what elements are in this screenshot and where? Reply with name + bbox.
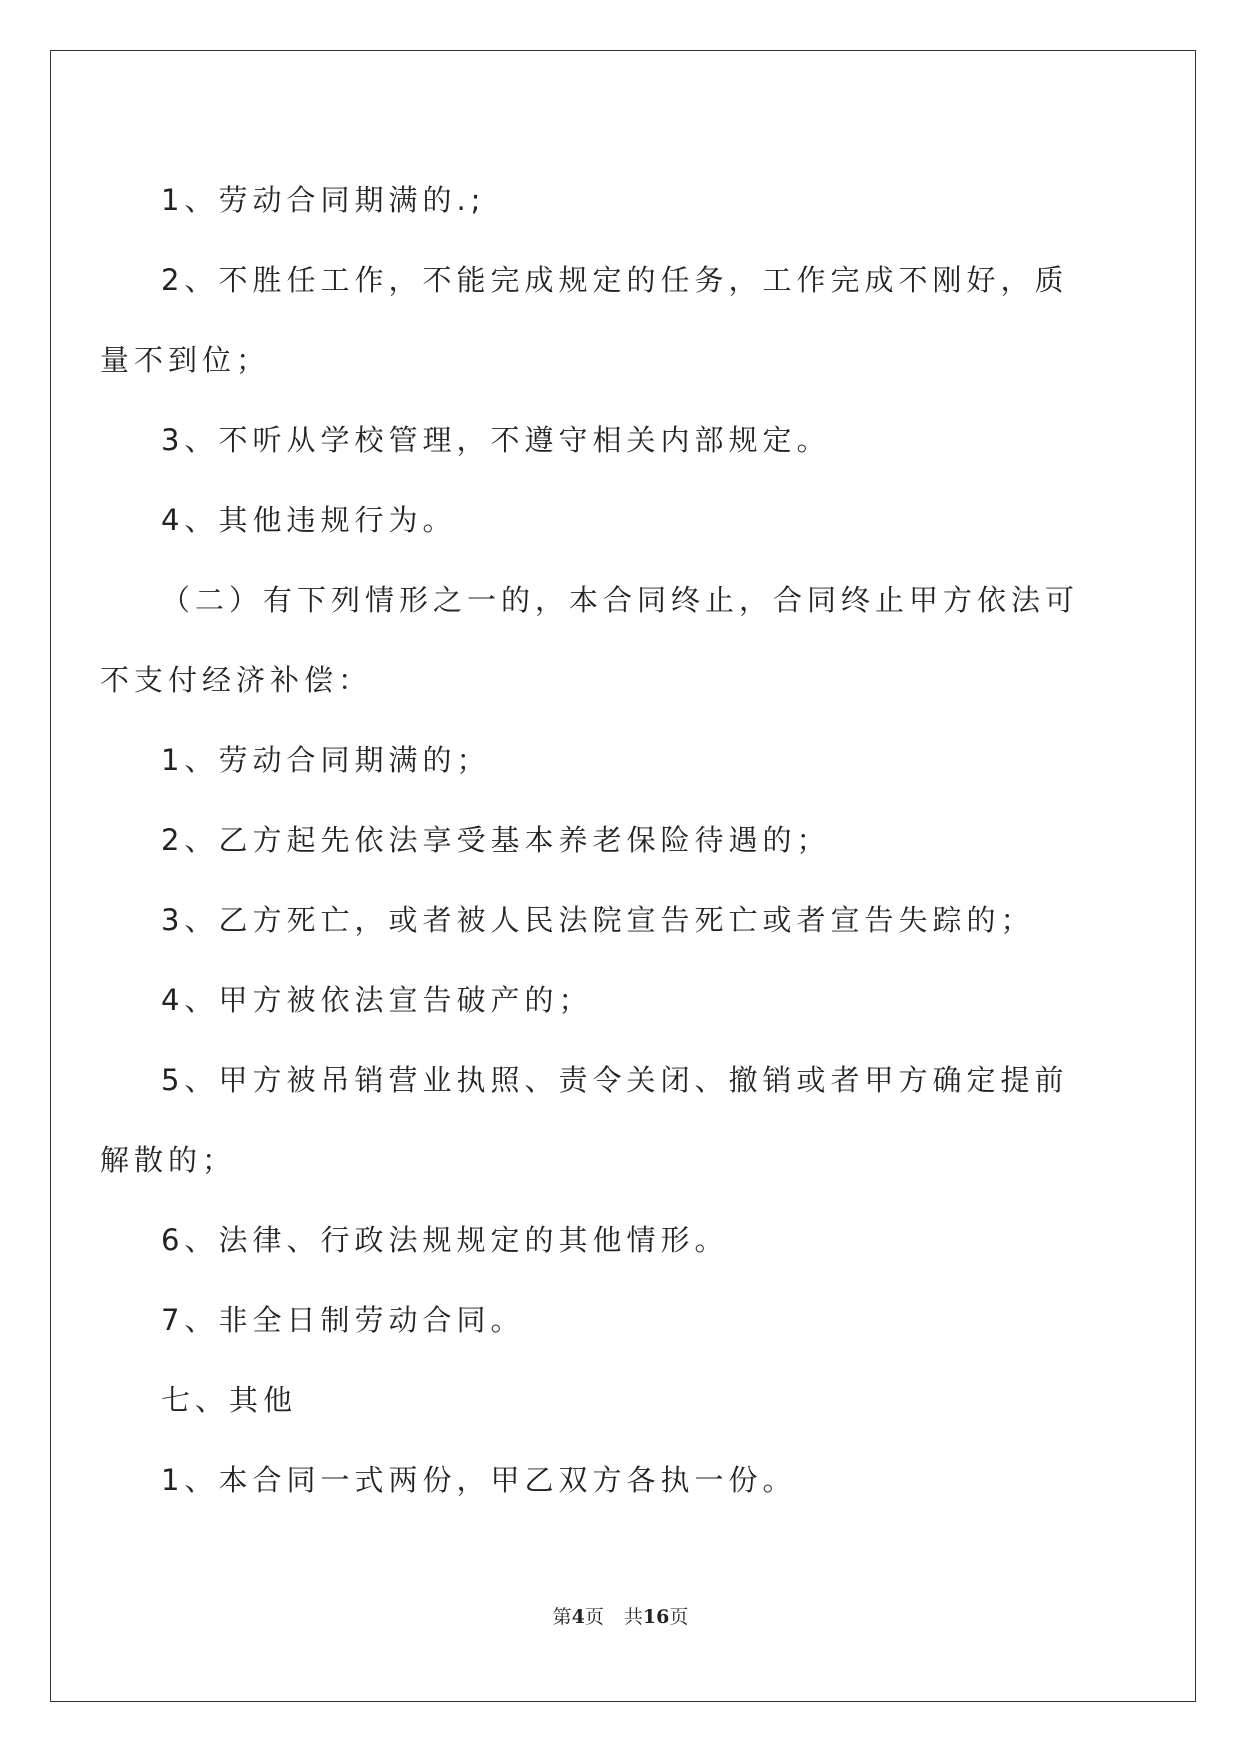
paragraph: 1、本合同一式两份，甲乙双方各执一份。	[161, 1463, 797, 1497]
paragraph: 4、其他违规行为。	[161, 503, 457, 537]
paragraph: 1、劳动合同期满的；	[161, 743, 491, 777]
total-suffix: 页	[669, 1606, 689, 1628]
page-footer	[0, 1602, 1241, 1629]
page-suffix: 页	[584, 1606, 604, 1628]
paragraph: 2、乙方起先依法享受基本养老保险待遇的；	[161, 823, 831, 857]
paragraph: 5、甲方被吊销营业执照、责令关闭、撤销或者甲方确定提前解散的；	[100, 1063, 1069, 1177]
paragraph: 1、劳动合同期满的.;	[161, 183, 486, 217]
total-pages: 16	[642, 1606, 670, 1628]
paragraph: 3、乙方死亡，或者被人民法院宣告死亡或者宣告失踪的；	[161, 903, 1035, 937]
section-heading: 七、其他	[161, 1383, 298, 1417]
paragraph: 4、甲方被依法宣告破产的；	[161, 983, 593, 1017]
paragraph: （二）有下列情形之一的，本合同终止，合同终止甲方依法可不支付经济补偿：	[100, 583, 1080, 697]
paragraph: 3、不听从学校管理，不遵守相关内部规定。	[161, 423, 831, 457]
paragraph: 6、法律、行政法规规定的其他情形。	[161, 1223, 729, 1257]
total-prefix: 共	[623, 1606, 643, 1628]
paragraph: 7、非全日制劳动合同。	[161, 1303, 525, 1337]
paragraph: 2、不胜任工作，不能完成规定的任务，工作完成不刚好，质量不到位；	[100, 263, 1069, 377]
document-body	[100, 160, 1090, 1520]
page-prefix: 第	[552, 1606, 572, 1628]
page-number: 4	[571, 1606, 585, 1628]
